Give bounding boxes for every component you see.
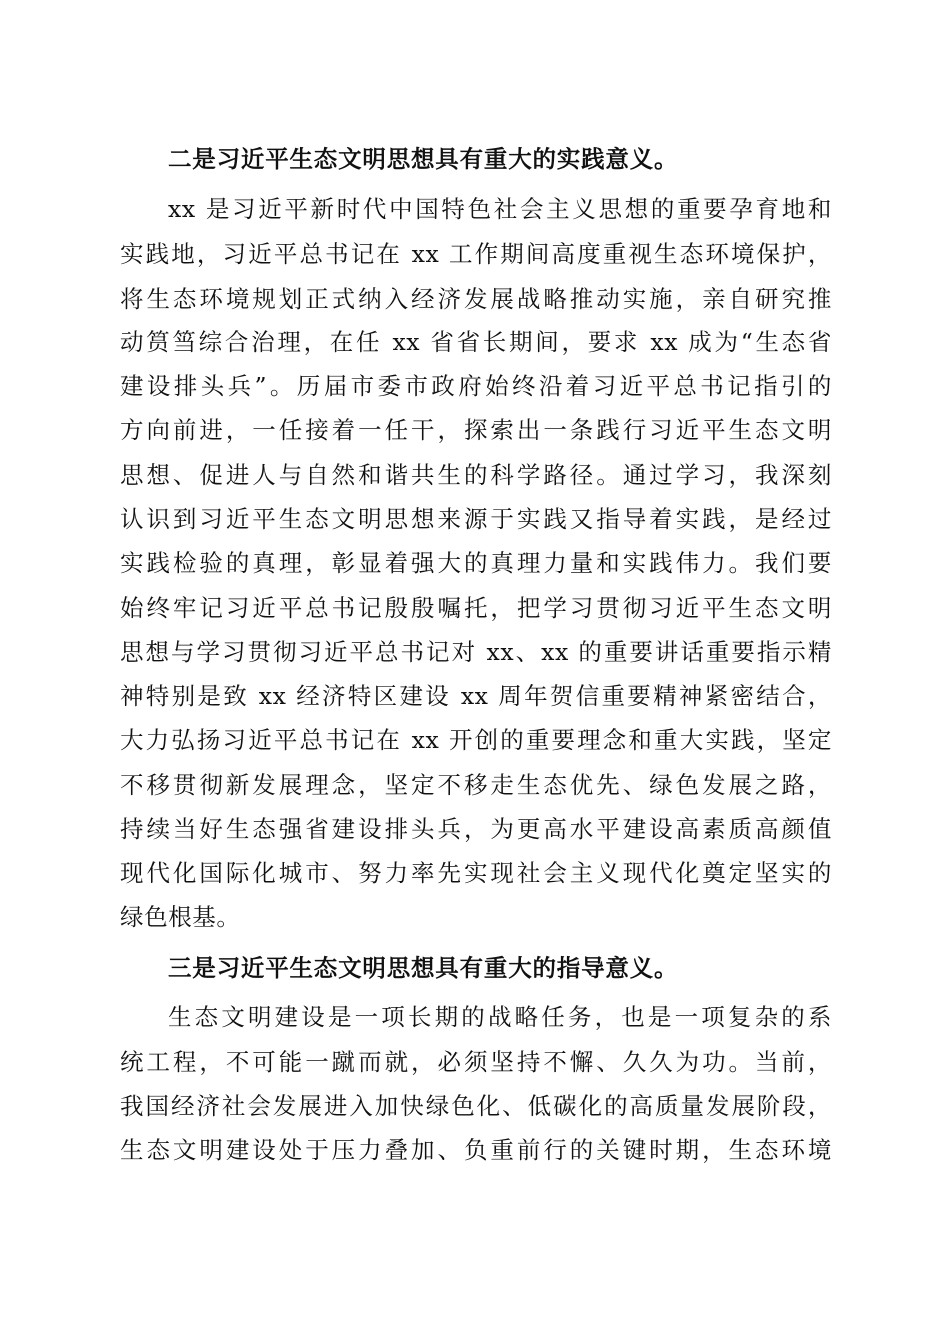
paragraph-line: 思想、促进人与自然和谐共生的科学路径。通过学习，我深刻 — [120, 461, 832, 489]
paragraph-line: 动筼筜综合治理，在任 xx 省省长期间，要求 xx 成为“生态省 — [120, 328, 832, 356]
paragraph-line: 将生态环境规划正式纳入经济发展战略推动实施，亲自研究推 — [120, 285, 832, 313]
paragraph-line: 生态文明建设是一项长期的战略任务，也是一项复杂的系 — [168, 1003, 832, 1031]
paragraph-line: 始终牢记习近平总书记殷殷嘱托，把学习贯彻习近平生态文明 — [120, 594, 832, 622]
paragraph-line: 思想与学习贯彻习近平总书记对 xx、xx 的重要讲话重要指示精 — [120, 638, 832, 666]
paragraph-line: 现代化国际化城市、努力率先实现社会主义现代化奠定坚实的 — [120, 859, 832, 887]
paragraph-line: 不移贯彻新发展理念，坚定不移走生态优先、绿色发展之路， — [120, 771, 832, 799]
paragraph-line: xx 是习近平新时代中国特色社会主义思想的重要孕育地和 — [168, 195, 832, 223]
paragraph-line: 方向前进，一任接着一任干，探索出一条践行习近平生态文明 — [120, 416, 832, 444]
paragraph-line: 绿色根基。 — [120, 903, 241, 931]
paragraph-line: 建设排头兵”。历届市委市政府始终沿着习近平总书记指引的 — [120, 372, 832, 400]
paragraph-line: 神特别是致 xx 经济特区建设 xx 周年贺信重要精神紧密结合， — [120, 682, 832, 710]
paragraph-line: 实践地，习近平总书记在 xx 工作期间高度重视生态环境保护， — [120, 240, 832, 268]
paragraph-line: 统工程，不可能一蹴而就，必须坚持不懈、久久为功。当前， — [120, 1048, 832, 1076]
paragraph-line: 大力弘扬习近平总书记在 xx 开创的重要理念和重大实践，坚定 — [120, 726, 832, 754]
section-heading-2: 二是习近平生态文明思想具有重大的实践意义。 — [168, 145, 679, 173]
paragraph-line: 生态文明建设处于压力叠加、负重前行的关键时期，生态环境 — [120, 1136, 832, 1164]
paragraph-line: 我国经济社会发展进入加快绿色化、低碳化的高质量发展阶段， — [120, 1092, 832, 1120]
section-heading-3: 三是习近平生态文明思想具有重大的指导意义。 — [168, 954, 679, 982]
paragraph-line: 持续当好生态强省建设排头兵，为更高水平建设高素质高颜值 — [120, 815, 832, 843]
paragraph-line: 认识到习近平生态文明思想来源于实践又指导着实践，是经过 — [120, 505, 832, 533]
paragraph-line: 实践检验的真理，彰显着强大的真理力量和实践伟力。我们要 — [120, 549, 832, 577]
